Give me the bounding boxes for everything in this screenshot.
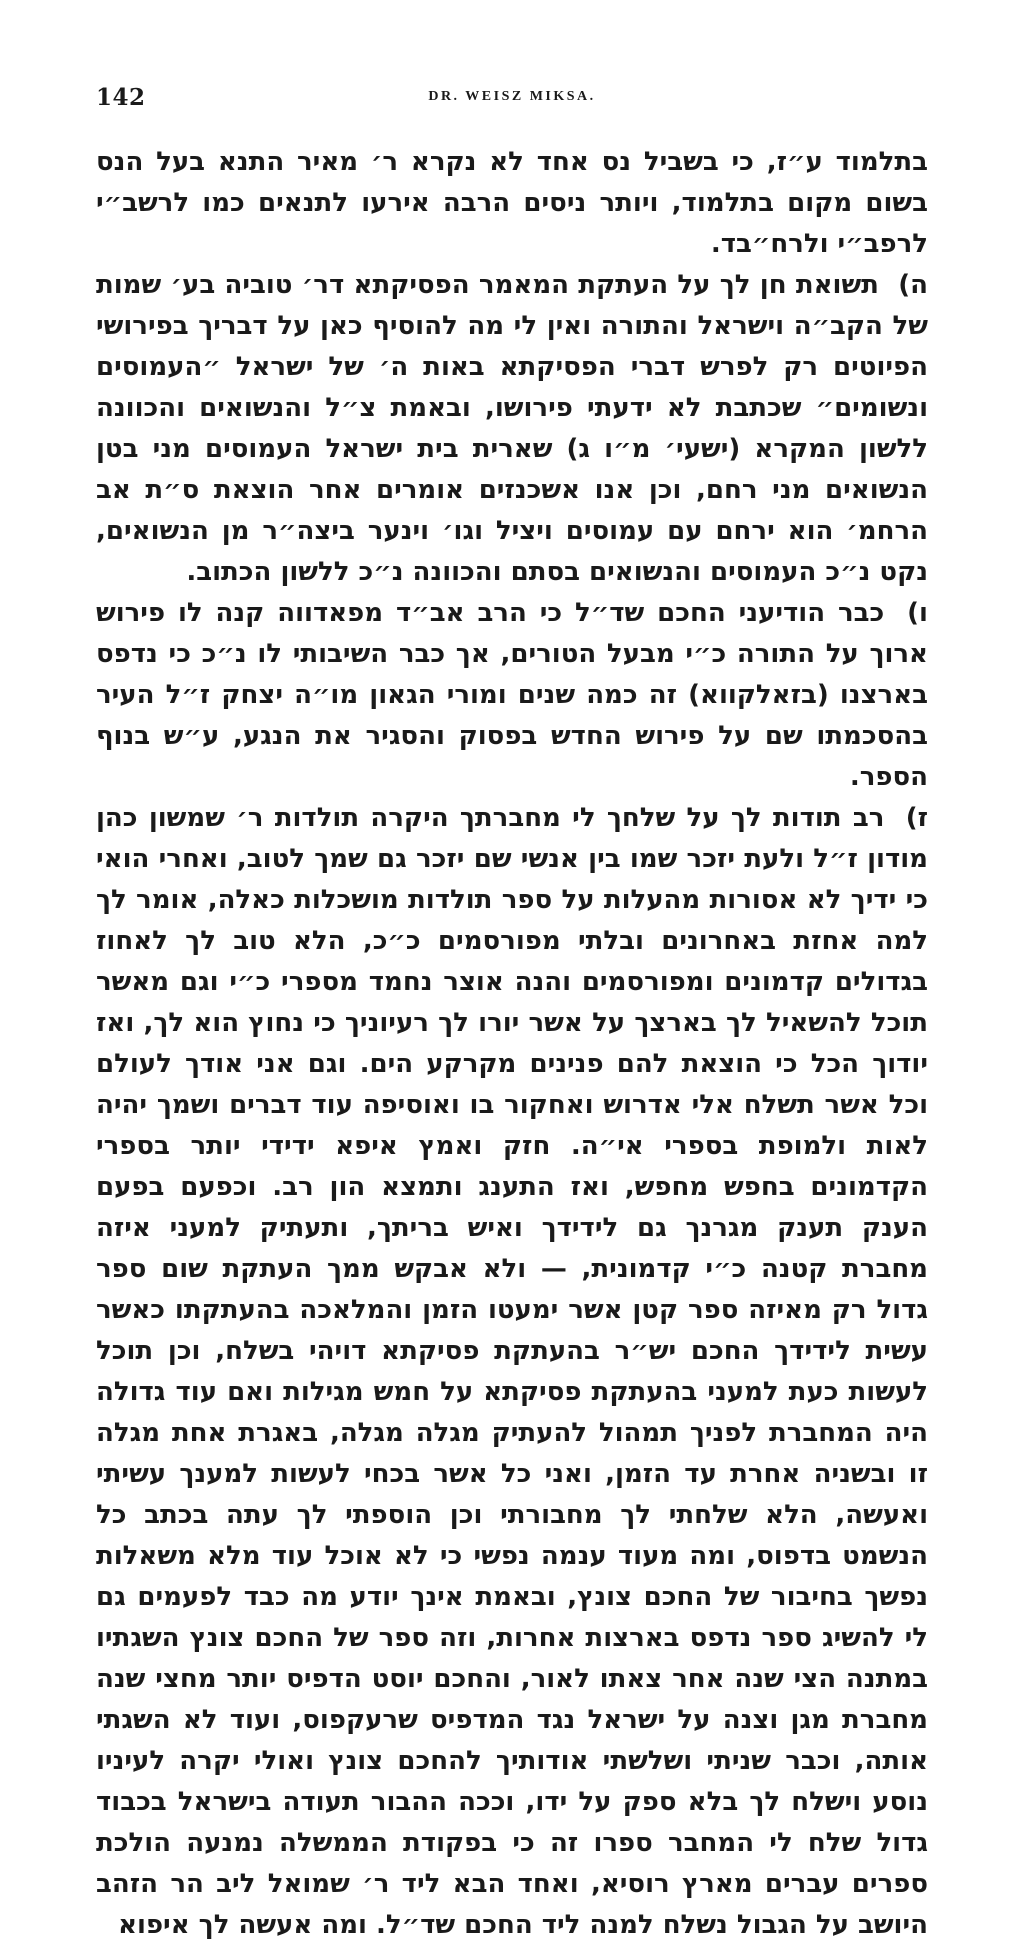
paragraph-text: תשואת חן לך על העתקת המאמר הפסיקתא דר׳ טוביה בע׳ שמות של הקב״ה וישראל והתורה ואין לי מה להוסיף כאן על דבריך בפירושי הפיוטים רק לפרש דברי הפסיקתא באות ה׳ של ישראל ״העמוסים ונשומים״ שכתבת לא ידעתי פירושו, ובאמת צ״ל והנשואים והכוונה ללשון המקרא (ישעי׳ מ״ו ג) שארית בית ישראל העמוסים מני בטן הנשואים מני רחם, וכן אנו אשכנזים אומרים אחר הוצאת ס״ת אב הרחמ׳ הוא ירחם עם עמוסים ויציל וגו׳ וינער ביצה״ר מן הנשואים, נקט נ״כ העמוסים והנשואים בסתם והכוונה נ״כ ללשון הכתוב. (96, 270, 928, 587)
paragraph-text: רב תודות לך על שלחך לי מחברתך היקרה תולדות ר׳ שמשון כהן מודון ז״ל ולעת יזכר שמו בין אנשי שם יזכר גם שמך לטוב, ואחרי הואי כי ידיך לא אסורות מהעלות על ספר תולדות מושכלות כאלה, אומר לך למה אחזת באחרונים ובלתי מפורסמים כ״כ, הלא טוב לך לאחוז בגדולים קדמונים ומפורסמים והנה אוצר נחמד מספרי כ״י וגם מאשר תוכל להשאיל לך בארצך על אשר יורו לך רעיוניך כי נחוץ הוא לך, ואז יודוך הכל כי הוצאת להם פנינים מקרקע הים. וגם אני אודך לעולם וכל אשר תשלח אלי אדרוש ואחקור בו ואוסיפה עוד דברים ושמך יהיה לאות ולמופת בספרי אי״ה. חזק ואמץ איפא ידידי יותר בספרי הקדמונים בחפש מחפש, ואז התענג ותמצא הון רב. וכפעם בפעם הענק תענק מגרנך גם לידידך ואיש בריתך, ותעתיק למעני איזה מחברת קטנה כ״י קדמונית, — ולא אבקש ממך העתקת שום ספר גדול רק מאיזה ספר קטן אשר ימעטו הזמן והמלאכה בהעתקתו כאשר עשית לידידך החכם יש״ר בהעתקת פסיקתא דויהי בשלח, וכן תוכל לעשות כעת למעני בהעתקת פסיקתא על חמש מגילות ואם עוד גדולה היה המחברת לפניך תמהול להעתיק מגלה מגלה, באגרת אחת מגלה זו ובשניה אחרת עד הזמן, ואני כל אשר בכחי לעשות למענך עשיתי ואעשה, הלא שלחתי לך מחבורתי וכן הוספתי לך עתה בכתב כל הנשמט בדפוס, ומה מעוד ענמה נפשי כי לא אוכל עוד מלא משאלות נפשך בחיבור של החכם צונץ, ובאמת אינך יודע מה כבד לפעמים גם לי להשיג ספר נדפס בארצות אחרות, וזה ספר של החכם צונץ השגתיו במתנה הצי שנה אחר צאתו לאור, והחכם יוסט הדפיס יותר מחצי שנה מחברת מגן וצנה על ישראל נגד המדפיס שרעקפוס, ועוד לא השגתי אותה, וכבר שניתי ושלשתי אודותיך להחכם צונץ ואולי יקרה לעיניו נוסע וישלח לך בלא ספק על ידו, וככה ההבור תעודה בישראל בכבוד גדול שלח לי המחבר ספרו זה כי בפקודת הממשלה נמנעה הולכת ספרים עברים מארץ רוסיא, ואחד הבא ליד ר׳ שמואל ליב הר הזהב היושב על הגבול נשלח למנה ליד החכם שד״ל. ומה אעשה לך איפוא (96, 803, 928, 1940)
running-head: DR. WEISZ MIKSA. (428, 89, 596, 104)
paragraph-text: כבר הודיעני החכם שד״ל כי הרב אב״ד מפאדווה קנה לו פירוש ארוך על התורה כ״י מבעל הטורים, אך כבר השיבותי לו נ״כ כי נדפס בארצנו (בזאלקווא) זה כמה שנים ומורי הגאון מו״ה יצחק ז״ל העיר בהסכמתו שם על פירוש החדש בפסוק והסגיר את הנגע, ע״ש בנוף הספר. (96, 598, 928, 792)
page-number: 142 (96, 84, 146, 111)
page-header (96, 84, 928, 116)
paragraph-text: בתלמוד ע״ז, כי בשביל נס אחד לא נקרא ר׳ מאיר התנא בעל הנס בשום מקום בתלמוד, ויותר ניסים הרבה אירעו לתנאים כמו לרשב״י לרפב״י ולרח״בד. (96, 147, 928, 259)
note-marker: ו) (907, 598, 928, 628)
paragraph-note-zayin (96, 798, 928, 1946)
body-text (96, 142, 928, 1946)
paragraph-continuation (96, 142, 928, 265)
paragraph-note-vav (96, 593, 928, 798)
note-marker: ה) (898, 270, 928, 300)
note-marker: ז) (905, 803, 928, 833)
paragraph-note-he (96, 265, 928, 593)
